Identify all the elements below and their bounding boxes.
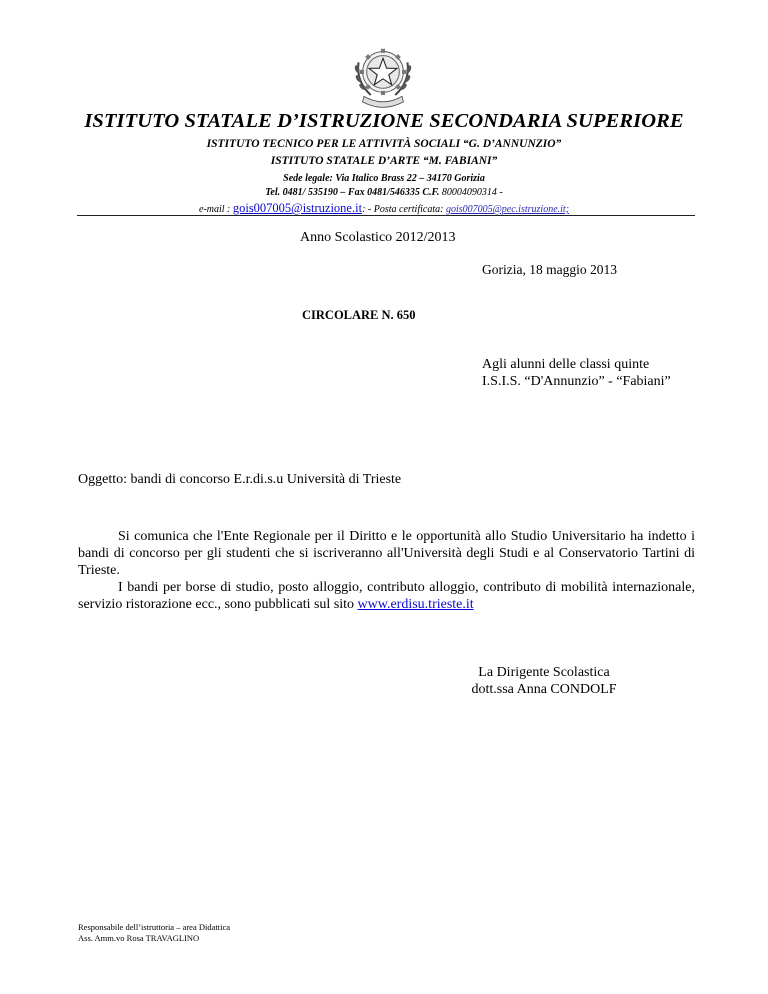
letter-body: [78, 528, 695, 613]
institute-subtitle-art: ISTITUTO STATALE D’ARTE “M. FABIANI”: [270, 155, 498, 167]
recipients: [482, 356, 671, 390]
recipient-line: I.S.I.S. “D'Annunzio” - “Fabiani”: [482, 374, 671, 389]
school-year: Anno Scolastico 2012/2013: [300, 230, 456, 245]
signature-block: [430, 664, 658, 698]
email-link[interactable]: gois007005@istruzione.it: [232, 201, 363, 215]
pec-prefix: : - Posta certificata:: [362, 204, 446, 215]
body-paragraph: Si comunica che l'Ente Regionale per il Diritto e le opportunità allo Studio Universitario ha indetto i bandi di concorso per gli studenti che si iscriveranno all'Università degli Studi e al Conservatorio Tartini di Trieste.: [78, 529, 695, 578]
subject-line: Oggetto: bandi di concorso E.r.di.s.u Università di Trieste: [78, 472, 402, 487]
header-divider: [77, 215, 695, 216]
place-date: Gorizia, 18 maggio 2013: [482, 262, 617, 277]
institute-title: ISTITUTO STATALE D’ISTRUZIONE SECONDARIA SUPERIORE: [84, 110, 684, 132]
recipient-line: Agli alunni delle classi quinte: [482, 357, 650, 372]
institute-address: Sede legale: Via Italico Brass 22 – 34170 Gorizia: [283, 173, 485, 184]
signature-role: La Dirigente Scolastica: [478, 665, 610, 680]
footer-responsible: [78, 922, 230, 943]
italian-republic-emblem: [349, 42, 417, 110]
email-prefix: e-mail :: [198, 204, 233, 215]
pec-email-link[interactable]: gois007005@pec.istruzione.it;: [445, 204, 570, 215]
phone-fax-label: Tel. 0481/ 535190 – Fax 0481/546335 C.F.: [265, 187, 440, 198]
signature-name: dott.ssa Anna CONDOLF: [471, 682, 617, 697]
tax-code: 80004090314 -: [439, 187, 503, 198]
footer-line: Responsabile dell’istruttoria – area Didattica: [78, 922, 231, 932]
institute-email-line: [0, 201, 768, 216]
footer-line: Ass. Amm.vo Rosa TRAVAGLINO: [78, 932, 200, 943]
body-paragraph: [78, 579, 695, 613]
circular-number: CIRCOLARE N. 650: [302, 308, 416, 322]
body-paragraph-text: I bandi per borse di studio, posto alloggio, contributo alloggio, contributo di mobilità internazionale, servizio ristorazione ecc., sono pubblicati sul sito: [78, 580, 695, 612]
institute-phone-fax: [0, 187, 768, 198]
institute-subtitle-technical: ISTITUTO TECNICO PER LE ATTIVITÀ SOCIALI “G. D’ANNUNZIO”: [206, 138, 562, 150]
erdisu-website-link[interactable]: www.erdisu.trieste.it: [357, 597, 474, 612]
